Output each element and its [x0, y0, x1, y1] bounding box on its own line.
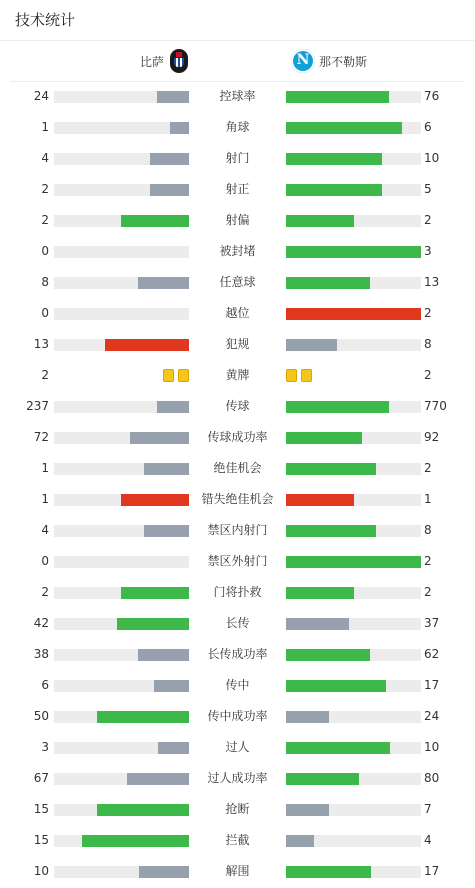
stat-label: 拦截	[225, 833, 250, 847]
home-bar-track	[54, 494, 189, 506]
away-value: 5	[424, 182, 432, 196]
home-value: 237	[26, 399, 49, 413]
home-bar-track	[54, 525, 189, 537]
yellow-card-icon	[286, 369, 297, 382]
home-bar-track	[54, 556, 189, 568]
stat-row	[0, 484, 475, 515]
stat-row	[0, 577, 475, 608]
away-value: 2	[424, 213, 432, 227]
away-bar-fill	[286, 804, 329, 816]
away-bar-fill	[286, 91, 389, 103]
stat-label: 抢断	[225, 802, 250, 816]
home-bar-track	[54, 339, 189, 351]
away-yellow-cards	[286, 369, 312, 382]
away-value: 24	[424, 709, 440, 723]
home-value: 4	[41, 151, 49, 165]
home-bar-track	[54, 711, 189, 723]
home-bar-fill	[97, 711, 189, 723]
home-value: 1	[41, 120, 49, 134]
away-bar-track	[286, 556, 421, 568]
away-bar-fill	[286, 401, 389, 413]
home-bar-track	[54, 773, 189, 785]
yellow-card-icon	[163, 369, 174, 382]
away-bar-track	[286, 835, 421, 847]
home-bar-fill	[121, 494, 189, 506]
home-bar-fill	[144, 525, 189, 537]
home-bar-fill	[121, 215, 189, 227]
stat-label: 犯规	[225, 337, 250, 351]
home-bar-track	[54, 91, 189, 103]
home-bar-fill	[144, 463, 189, 475]
header-divider	[0, 40, 475, 41]
away-bar-track	[286, 432, 421, 444]
pisa-badge-icon	[170, 49, 188, 73]
home-bar-fill	[170, 122, 189, 134]
away-bar-track	[286, 680, 421, 692]
home-value: 38	[33, 647, 49, 661]
away-bar-fill	[286, 649, 370, 661]
stat-row	[0, 267, 475, 298]
away-value: 2	[424, 461, 432, 475]
home-value: 2	[41, 182, 49, 196]
stat-label: 黄牌	[225, 368, 250, 382]
away-value: 2	[424, 554, 432, 568]
home-value: 1	[41, 461, 49, 475]
page-title: 技术统计	[15, 11, 76, 29]
home-bar-fill	[158, 742, 189, 754]
stat-row	[0, 763, 475, 794]
home-value: 50	[33, 709, 49, 723]
home-team-name: 比萨	[139, 54, 164, 69]
home-bar-track	[54, 401, 189, 413]
away-value: 37	[424, 616, 440, 630]
home-bar-track	[54, 804, 189, 816]
away-bar-fill	[286, 525, 376, 537]
away-bar-track	[286, 618, 421, 630]
away-value: 1	[424, 492, 432, 506]
home-bar-fill	[157, 91, 189, 103]
away-bar-track	[286, 184, 421, 196]
home-bar-fill	[150, 153, 189, 165]
away-bar-track	[286, 122, 421, 134]
stat-label: 长传成功率	[207, 647, 268, 661]
home-value: 8	[41, 275, 49, 289]
away-bar-fill	[286, 215, 354, 227]
home-bar-fill	[139, 866, 189, 878]
home-bar-track	[54, 308, 189, 320]
stat-label: 控球率	[219, 89, 256, 103]
home-bar-fill	[130, 432, 189, 444]
away-value: 13	[424, 275, 440, 289]
away-bar-fill	[286, 773, 359, 785]
stat-label: 门将扑救	[213, 585, 262, 599]
stat-row	[0, 608, 475, 639]
home-bar-track	[54, 277, 189, 289]
stat-row	[0, 515, 475, 546]
away-bar-track	[286, 866, 421, 878]
away-bar-fill	[286, 835, 314, 847]
home-value: 67	[33, 771, 49, 785]
home-bar-track	[54, 246, 189, 258]
home-value: 15	[33, 802, 49, 816]
away-bar-fill	[286, 308, 421, 320]
home-value: 10	[33, 864, 49, 878]
stat-row	[0, 112, 475, 143]
stat-label: 被封堵	[219, 244, 256, 258]
home-value: 15	[33, 833, 49, 847]
away-value: 8	[424, 523, 432, 537]
stat-row	[0, 453, 475, 484]
stat-label: 越位	[225, 306, 250, 320]
home-bar-fill	[157, 401, 189, 413]
away-value: 7	[424, 802, 432, 816]
home-bar-fill	[138, 649, 189, 661]
home-bar-fill	[121, 587, 189, 599]
home-value: 0	[41, 554, 49, 568]
away-bar-fill	[286, 742, 390, 754]
away-bar-fill	[286, 494, 354, 506]
away-value: 6	[424, 120, 432, 134]
stat-row	[0, 422, 475, 453]
home-bar-track	[54, 866, 189, 878]
away-value: 8	[424, 337, 432, 351]
stat-row	[0, 732, 475, 763]
stat-label: 传中成功率	[207, 709, 268, 723]
stat-row	[0, 856, 475, 887]
away-bar-fill	[286, 246, 421, 258]
stat-label: 过人成功率	[207, 771, 268, 785]
home-value: 72	[33, 430, 49, 444]
home-value: 2	[41, 368, 49, 382]
away-value: 62	[424, 647, 440, 661]
home-bar-track	[54, 618, 189, 630]
away-bar-track	[286, 587, 421, 599]
stat-label: 传球成功率	[207, 430, 268, 444]
stat-row	[0, 546, 475, 577]
yellow-card-icon	[301, 369, 312, 382]
away-bar-track	[286, 215, 421, 227]
home-bar-fill	[97, 804, 189, 816]
stat-row	[0, 81, 475, 112]
away-bar-fill	[286, 587, 354, 599]
home-value: 0	[41, 244, 49, 258]
away-team[interactable]	[291, 49, 367, 73]
away-value: 76	[424, 89, 440, 103]
stat-row	[0, 143, 475, 174]
home-bar-fill	[150, 184, 189, 196]
stat-row	[0, 174, 475, 205]
stat-row	[0, 205, 475, 236]
napoli-badge-icon: N	[291, 49, 315, 73]
home-bar-track	[54, 153, 189, 165]
home-bar-track	[54, 835, 189, 847]
home-team[interactable]	[140, 49, 188, 73]
away-value: 2	[424, 306, 432, 320]
away-bar-fill	[286, 153, 382, 165]
yellow-card-icon	[178, 369, 189, 382]
home-bar-fill	[154, 680, 189, 692]
stat-label: 传中	[225, 678, 250, 692]
home-bar-track	[54, 463, 189, 475]
stat-row	[0, 298, 475, 329]
stat-label: 绝佳机会	[213, 461, 262, 475]
away-value: 10	[424, 740, 440, 754]
home-bar-track	[54, 184, 189, 196]
away-bar-fill	[286, 463, 376, 475]
stat-row	[0, 825, 475, 856]
away-value: 92	[424, 430, 440, 444]
home-value: 0	[41, 306, 49, 320]
stat-label: 射正	[225, 182, 250, 196]
away-bar-fill	[286, 556, 421, 568]
home-value: 24	[33, 89, 49, 103]
home-bar-fill	[105, 339, 189, 351]
stat-row	[0, 329, 475, 360]
away-value: 10	[424, 151, 440, 165]
away-value: 770	[424, 399, 447, 413]
away-bar-track	[286, 711, 421, 723]
home-bar-track	[54, 215, 189, 227]
home-bar-fill	[82, 835, 189, 847]
away-bar-fill	[286, 866, 371, 878]
home-value: 13	[33, 337, 49, 351]
away-bar-track	[286, 773, 421, 785]
away-bar-track	[286, 401, 421, 413]
home-value: 2	[41, 585, 49, 599]
stat-row	[0, 236, 475, 267]
away-value: 3	[424, 244, 432, 258]
away-value: 4	[424, 833, 432, 847]
away-value: 17	[424, 678, 440, 692]
stat-label: 错失绝佳机会	[201, 492, 274, 506]
home-bar-fill	[117, 618, 189, 630]
stat-label: 射门	[225, 151, 250, 165]
home-bar-track	[54, 587, 189, 599]
stat-row	[0, 391, 475, 422]
away-bar-track	[286, 494, 421, 506]
home-value: 3	[41, 740, 49, 754]
stat-label: 传球	[225, 399, 250, 413]
home-value: 6	[41, 678, 49, 692]
away-team-name: 那不勒斯	[319, 54, 368, 69]
away-bar-track	[286, 742, 421, 754]
away-bar-fill	[286, 618, 349, 630]
away-bar-track	[286, 339, 421, 351]
away-value: 2	[424, 585, 432, 599]
stat-label: 射偏	[225, 213, 250, 227]
home-value: 42	[33, 616, 49, 630]
home-bar-track	[54, 122, 189, 134]
stat-row	[0, 701, 475, 732]
away-bar-track	[286, 804, 421, 816]
stat-label: 解围	[225, 864, 250, 878]
stat-row	[0, 794, 475, 825]
home-bar-fill	[138, 277, 189, 289]
home-value: 2	[41, 213, 49, 227]
stat-label: 过人	[225, 740, 250, 754]
stat-row	[0, 360, 475, 391]
home-bar-fill	[127, 773, 189, 785]
away-value: 17	[424, 864, 440, 878]
home-value: 1	[41, 492, 49, 506]
stat-label: 禁区内射门	[207, 523, 268, 537]
stat-label: 角球	[225, 120, 250, 134]
away-bar-fill	[286, 680, 386, 692]
away-bar-track	[286, 308, 421, 320]
away-bar-fill	[286, 122, 402, 134]
away-bar-fill	[286, 339, 337, 351]
home-bar-track	[54, 432, 189, 444]
home-bar-track	[54, 649, 189, 661]
away-bar-track	[286, 649, 421, 661]
away-value: 80	[424, 771, 440, 785]
stat-row	[0, 639, 475, 670]
away-bar-track	[286, 277, 421, 289]
away-bar-track	[286, 153, 421, 165]
home-bar-track	[54, 680, 189, 692]
stat-label: 长传	[225, 616, 250, 630]
home-yellow-cards	[163, 369, 189, 382]
stat-label: 任意球	[219, 275, 256, 289]
away-bar-fill	[286, 184, 382, 196]
away-bar-track	[286, 246, 421, 258]
away-bar-track	[286, 525, 421, 537]
stat-row	[0, 670, 475, 701]
away-bar-fill	[286, 432, 362, 444]
away-bar-track	[286, 91, 421, 103]
home-bar-track	[54, 742, 189, 754]
stat-label: 禁区外射门	[207, 554, 268, 568]
away-bar-fill	[286, 711, 329, 723]
away-bar-fill	[286, 277, 370, 289]
home-value: 4	[41, 523, 49, 537]
away-value: 2	[424, 368, 432, 382]
away-bar-track	[286, 463, 421, 475]
